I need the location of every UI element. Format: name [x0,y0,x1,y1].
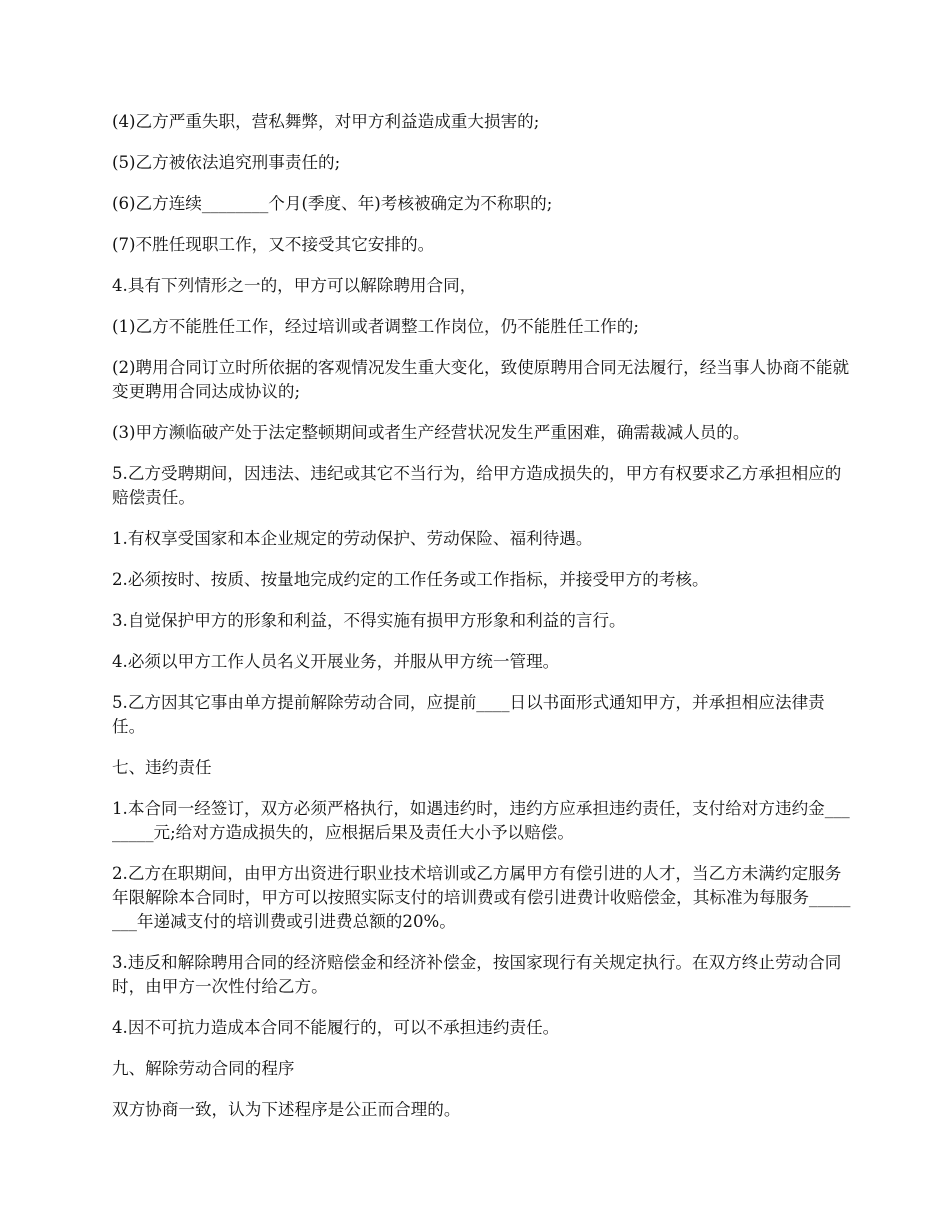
employee-duty-2: 2.必须按时、按质、按量地完成约定的工作任务或工作指标，并接受甲方的考核。 [112,570,709,589]
employee-right-1: 1.有权享受国家和本企业规定的劳动保护、劳动保险、福利待遇。 [112,529,593,548]
document-body [112,110,857,1139]
termination-item-1: (1)乙方不能胜任工作，经过培训或者调整工作岗位，仍不能胜任工作的; [112,317,639,336]
termination-item-3: (3)甲方濒临破产处于法定整顿期间或者生产经营状况发生严重困难，确需裁减人员的。 [112,423,750,442]
breach-item-4: 4.因不可抗力造成本合同不能履行的，可以不承担违约责任。 [112,1018,560,1037]
section-7-heading: 七、违约责任 [112,758,212,777]
section-9-heading: 九、解除劳动合同的程序 [112,1059,295,1078]
termination-item-2: (2)聘用合同订立时所依据的客观情况发生重大变化，致使原聘用合同无法履行，经当事人协商不能就变更聘用合同达成协议的; [112,358,850,401]
clause-4-item-7: (7)不胜任现职工作，又不接受其它安排的。 [112,235,435,254]
clause-5-compensation: 5.乙方受聘期间，因违法、违纪或其它不当行为，给甲方造成损失的，甲方有权要求乙方承担相应的赔偿责任。 [112,464,842,507]
employee-duty-4: 4.必须以甲方工作人员名义开展业务，并服从甲方统一管理。 [112,652,560,671]
employee-duty-5: 5.乙方因其它事由单方提前解除劳动合同，应提前____日以书面形式通知甲方，并承担相应法律责任。 [112,693,825,736]
clause-4-item-5: (5)乙方被依法追究刑事责任的; [112,153,341,172]
breach-item-1: 1.本合同一经签订，双方必须严格执行，如遇违约时，违约方应承担违约责任，支付给对方违约金________元;给对方造成损失的，应根据后果及责任大小予以赔偿。 [112,799,850,842]
breach-item-3: 3.违反和解除聘用合同的经济赔偿金和经济补偿金，按国家现行有关规定执行。在双方终止劳动合同时，由甲方一次性付给乙方。 [112,953,842,996]
clause-4-item-6: (6)乙方连续________个月(季度、年)考核被确定为不称职的; [112,194,553,213]
breach-item-2: 2.乙方在职期间，由甲方出资进行职业技术培训或乙方属甲方有偿引进的人才，当乙方未满约定服务年限解除本合同时，甲方可以按照实际支付的培训费或有偿引进费计收赔偿金，其标准为每服务________年递减支付的培训费或引进费总额的20%。 [112,864,851,931]
clause-4-heading: 4.具有下列情形之一的，甲方可以解除聘用合同， [112,276,477,295]
employee-duty-3: 3.自觉保护甲方的形象和利益，不得实施有损甲方形象和利益的言行。 [112,611,626,630]
section-9-intro: 双方协商一致，认为下述程序是公正而合理的。 [112,1100,461,1119]
clause-4-item-4: (4)乙方严重失职，营私舞弊，对甲方利益造成重大损害的; [112,112,540,131]
